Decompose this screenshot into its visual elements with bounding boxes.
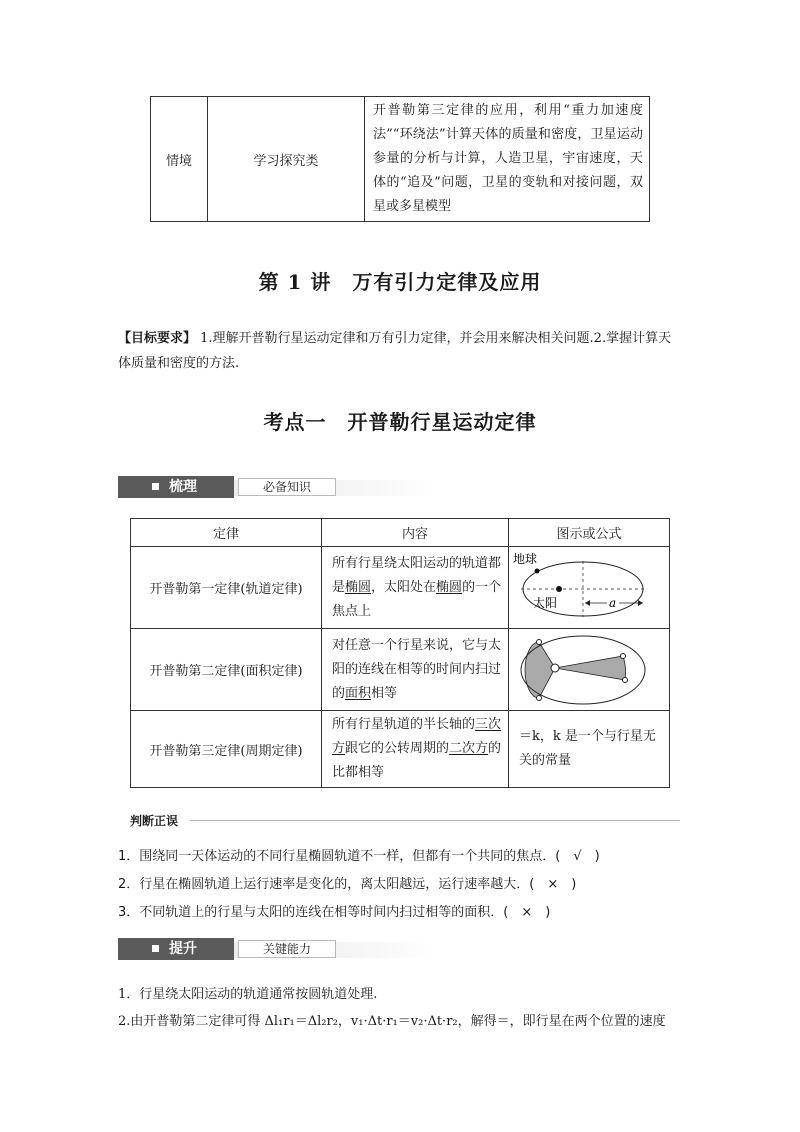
law-text: 的比都相等: [332, 741, 502, 780]
law-content: [322, 629, 509, 711]
square-icon: [152, 945, 159, 952]
law-keyword: 椭圆: [345, 579, 372, 595]
goal-text: 1.理解开普勒行星运动定律和万有引力定律，并会用来解决相关问题.2.掌握计算天体质量和密度的方法.: [118, 331, 672, 371]
banner-dark-label: 提升: [169, 941, 197, 957]
law-keyword: 面积: [345, 685, 372, 701]
law-keyword: 三次方: [332, 717, 502, 756]
section-banner-advance: [118, 938, 436, 960]
law-text: 相等: [371, 685, 398, 701]
law-text: ，太阳处在: [371, 579, 437, 595]
law-text: 所有行星绕太阳运动的轨道都是: [332, 555, 502, 595]
ellipse-diagram: [513, 549, 653, 623]
divider: [190, 820, 680, 821]
law-text: 所有行星轨道的半长轴的: [332, 717, 476, 732]
square-icon: [152, 483, 159, 490]
banner-white-label: 必备知识: [238, 478, 336, 496]
section-banner-review: [118, 476, 436, 498]
table-header: 内容: [322, 519, 509, 547]
table-row: [131, 711, 670, 788]
judge-title: 判断正误: [118, 812, 184, 829]
judge-item: 3．不同轨道上的行星与太阳的连线在相等时间内扫过相等的面积．( × ): [118, 905, 551, 920]
area-law-diagram: [513, 630, 653, 706]
banner-white-label: 关键能力: [238, 940, 336, 958]
key-point: 2.由开普勒第二定律可得 Δl₁r₁＝Δl₂r₂，v₁·Δt·r₁＝v₂·Δt·r₂，解得＝，即行星在两个位置的速度: [118, 1014, 666, 1029]
law-text: 对任意一个行星来说，它与太阳的连线在相等的时间内扫过的: [332, 637, 502, 701]
banner-dark-label: 梳理: [169, 479, 197, 495]
law-content: [322, 547, 509, 629]
semi-major-axis-label: a: [609, 595, 617, 610]
law-keyword: 椭圆: [436, 579, 463, 595]
law-name: 开普勒第二定律(面积定律): [131, 629, 322, 711]
law-text: 的一个焦点上: [332, 579, 502, 619]
judge-item: 1．围绕同一天体运动的不同行星椭圆轨道不一样，但都有一个共同的焦点．( √ ): [118, 849, 600, 864]
kepler-law-table: [130, 518, 670, 788]
table-row: [131, 629, 670, 711]
law-name: 开普勒第一定律(轨道定律): [131, 547, 322, 629]
key-point: 1．行星绕太阳运动的轨道通常按圆轨道处理.: [118, 987, 378, 1002]
formula-text: ＝k，k 是一个与行星无关的常量: [519, 729, 656, 768]
table-header: 图示或公式: [509, 519, 670, 547]
sun-dot: [551, 664, 559, 672]
context-label: 情境: [151, 97, 208, 222]
context-category: 学习探究类: [208, 97, 365, 222]
context-description: 开普勒第三定律的应用，利用“重力加速度法”“环绕法”计算天体的质量和密度，卫星运动参量的分析与计算，人造卫星，宇宙速度，天体的“追及”问题，卫星的变轨和对接问题，双星或多星模型: [365, 97, 650, 222]
goal-tag: 【目标要求】: [118, 331, 197, 346]
judge-heading: [118, 812, 680, 828]
context-table: [150, 96, 650, 222]
law-text: 跟它的公转周期的: [345, 741, 450, 756]
lesson-title: 第 1 讲 万有引力定律及应用: [258, 270, 542, 294]
sun-dot: [556, 586, 562, 592]
law-content: [322, 711, 509, 788]
judge-item: 2．行星在椭圆轨道上运行速率是变化的，离太阳越远，运行速率越大．( × ): [118, 877, 577, 892]
goal-paragraph: [118, 326, 684, 376]
table-header: 定律: [131, 519, 322, 547]
ellipse-orbit-figure: [509, 547, 670, 629]
point-title: 考点一 开普勒行星运动定律: [263, 410, 537, 434]
banner-dark: [118, 938, 234, 960]
banner-dark: [118, 476, 234, 498]
sun-label: 太阳: [533, 595, 558, 610]
table-row: [131, 547, 670, 629]
area-law-figure: [509, 629, 670, 711]
period-law-formula: [509, 711, 670, 788]
law-keyword: 二次方: [449, 741, 489, 756]
law-name: 开普勒第三定律(周期定律): [131, 711, 322, 788]
earth-dot: [535, 568, 540, 573]
earth-label: 地球: [513, 551, 538, 566]
